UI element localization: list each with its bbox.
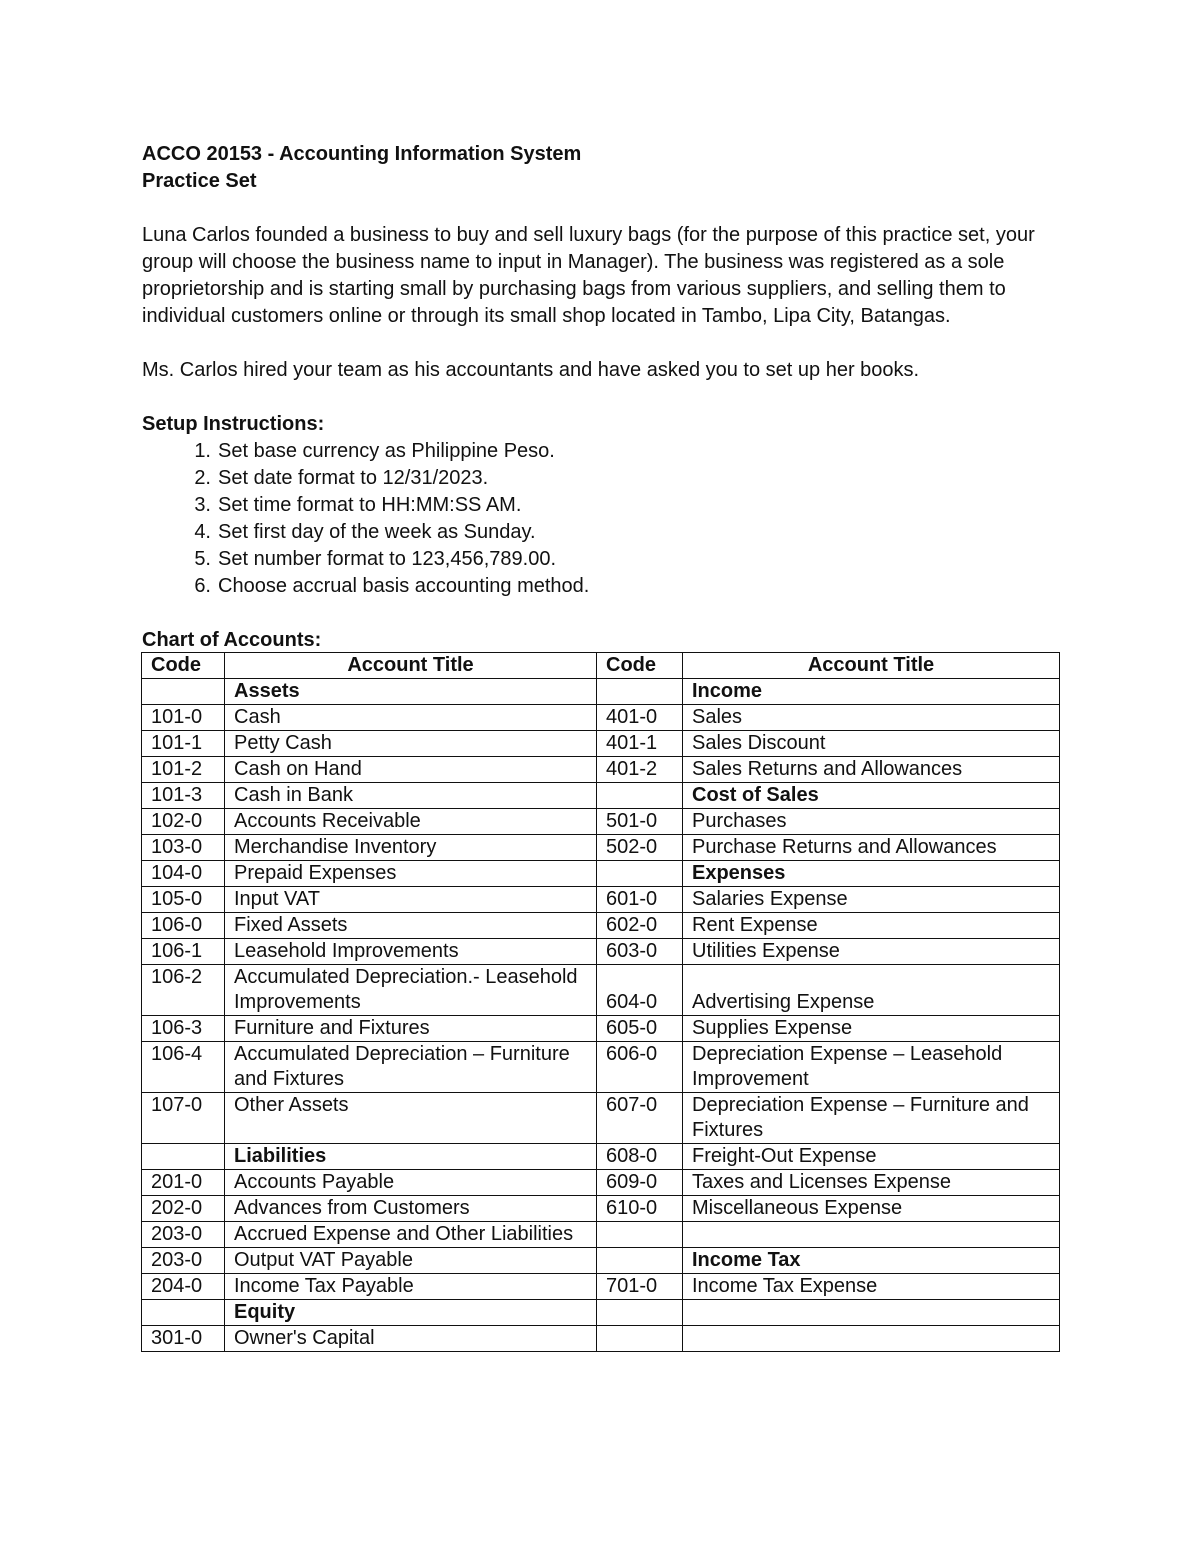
table-row [142, 1170, 1060, 1196]
setup-step [142, 438, 1062, 465]
setup-step-text: Set first day of the week as Sunday. [218, 521, 536, 543]
right-code-cell: 605-0 [597, 1016, 683, 1042]
setup-step-number: 1. [194, 440, 211, 462]
left-account-title-cell: Leasehold Improvements [225, 939, 597, 965]
right-account-title-cell: Freight-Out Expense [683, 1144, 1060, 1170]
left-account-title-cell: Petty Cash [225, 731, 597, 757]
right-account-title-cell: Income Tax [683, 1248, 1060, 1274]
left-code-cell: 106-4 [142, 1042, 225, 1093]
right-code-cell: 701-0 [597, 1274, 683, 1300]
left-account-title-cell: Accounts Payable [225, 1170, 597, 1196]
left-code-cell: 203-0 [142, 1222, 225, 1248]
table-row [142, 705, 1060, 731]
right-account-title-cell: Expenses [683, 861, 1060, 887]
left-code-cell: 301-0 [142, 1326, 225, 1352]
left-account-title-cell: Fixed Assets [225, 913, 597, 939]
table-header-row [142, 653, 1060, 679]
table-row [142, 965, 1060, 1016]
right-account-title-cell: Utilities Expense [683, 939, 1060, 965]
table-row [142, 1016, 1060, 1042]
right-account-title-cell: Income [683, 679, 1060, 705]
setup-step [142, 573, 1062, 600]
left-account-title-cell: Prepaid Expenses [225, 861, 597, 887]
table-row [142, 757, 1060, 783]
right-code-cell [597, 783, 683, 809]
right-account-title-cell [683, 1222, 1060, 1248]
left-code-cell: 103-0 [142, 835, 225, 861]
hire-paragraph: Ms. Carlos hired your team as his accountants and have asked you to set up her books. [142, 359, 920, 381]
table-row [142, 1274, 1060, 1300]
right-code-cell [597, 679, 683, 705]
right-code-cell: 607-0 [597, 1093, 683, 1144]
left-code-cell: 101-1 [142, 731, 225, 757]
right-account-title-cell [683, 1326, 1060, 1352]
table-row [142, 939, 1060, 965]
left-account-title-cell: Assets [225, 679, 597, 705]
left-account-title-cell: Merchandise Inventory [225, 835, 597, 861]
right-account-title-cell: Salaries Expense [683, 887, 1060, 913]
right-account-title-cell [683, 1300, 1060, 1326]
right-account-title-cell: Depreciation Expense – Leasehold Improvement [683, 1042, 1060, 1093]
left-code-cell: 104-0 [142, 861, 225, 887]
setup-step-text: Set date format to 12/31/2023. [218, 467, 489, 489]
left-account-title-cell: Cash on Hand [225, 757, 597, 783]
header-code-left: Code [142, 653, 225, 679]
left-code-cell: 204-0 [142, 1274, 225, 1300]
document-title: ACCO 20153 - Accounting Information System [142, 143, 582, 165]
right-code-cell: 401-2 [597, 757, 683, 783]
left-account-title-cell: Accumulated Depreciation.- Leasehold Improvements [225, 965, 597, 1016]
right-account-title-cell: Taxes and Licenses Expense [683, 1170, 1060, 1196]
left-code-cell: 101-3 [142, 783, 225, 809]
left-account-title-cell: Input VAT [225, 887, 597, 913]
setup-step [142, 519, 1062, 546]
left-code-cell: 105-0 [142, 887, 225, 913]
table-row [142, 1093, 1060, 1144]
setup-step-number: 4. [194, 521, 211, 543]
right-code-cell: 610-0 [597, 1196, 683, 1222]
right-code-cell: 601-0 [597, 887, 683, 913]
right-code-cell: 502-0 [597, 835, 683, 861]
setup-step-number: 3. [194, 494, 211, 516]
table-row [142, 887, 1060, 913]
header-account-title-left: Account Title [225, 653, 597, 679]
header-account-title-right: Account Title [683, 653, 1060, 679]
setup-step [142, 465, 1062, 492]
left-code-cell: 102-0 [142, 809, 225, 835]
left-account-title-cell: Owner's Capital [225, 1326, 597, 1352]
right-code-cell [597, 861, 683, 887]
table-row [142, 783, 1060, 809]
setup-step-text: Set number format to 123,456,789.00. [218, 548, 556, 570]
table-row [142, 913, 1060, 939]
chart-of-accounts-heading: Chart of Accounts: [142, 629, 322, 651]
left-code-cell: 106-2 [142, 965, 225, 1016]
table-row [142, 1196, 1060, 1222]
left-code-cell: 106-0 [142, 913, 225, 939]
table-row [142, 1042, 1060, 1093]
left-account-title-cell: Accounts Receivable [225, 809, 597, 835]
table-row [142, 1248, 1060, 1274]
right-code-cell: 401-1 [597, 731, 683, 757]
left-account-title-cell: Liabilities [225, 1144, 597, 1170]
setup-heading: Setup Instructions: [142, 413, 325, 435]
right-account-title-cell: Miscellaneous Expense [683, 1196, 1060, 1222]
header-code-right: Code [597, 653, 683, 679]
right-account-title-cell: Sales Discount [683, 731, 1060, 757]
right-account-title-cell: Income Tax Expense [683, 1274, 1060, 1300]
right-code-cell: 609-0 [597, 1170, 683, 1196]
right-account-title-cell: Supplies Expense [683, 1016, 1060, 1042]
left-account-title-cell: Furniture and Fixtures [225, 1016, 597, 1042]
left-account-title-cell: Other Assets [225, 1093, 597, 1144]
table-row [142, 1222, 1060, 1248]
right-code-cell: 603-0 [597, 939, 683, 965]
title-block [142, 141, 1062, 195]
left-account-title-cell: Accrued Expense and Other Liabilities [225, 1222, 597, 1248]
table-row [142, 731, 1060, 757]
chart-of-accounts-body [142, 679, 1060, 1352]
setup-steps-list [142, 438, 1062, 600]
right-code-cell: 501-0 [597, 809, 683, 835]
right-code-cell: 401-0 [597, 705, 683, 731]
right-account-title-cell: Purchase Returns and Allowances [683, 835, 1060, 861]
left-account-title-cell: Accumulated Depreciation – Furniture and Fixtures [225, 1042, 597, 1093]
left-account-title-cell: Equity [225, 1300, 597, 1326]
intro-paragraph: Luna Carlos founded a business to buy and sell luxury bags (for the purpose of this practice set, your group will choose the business name to input in Manager). The business was registered as a sole proprietorship and is starting small by purchasing bags from various suppliers, and selling them to individual customers online or through its small shop located in Tambo, Lipa City, Batangas. [142, 224, 1035, 327]
left-account-title-cell: Income Tax Payable [225, 1274, 597, 1300]
left-code-cell: 202-0 [142, 1196, 225, 1222]
setup-step [142, 492, 1062, 519]
right-code-cell [597, 1248, 683, 1274]
setup-step [142, 546, 1062, 573]
left-code-cell [142, 679, 225, 705]
left-code-cell: 101-2 [142, 757, 225, 783]
setup-step-number: 6. [194, 575, 211, 597]
table-row [142, 1326, 1060, 1352]
right-code-cell: 602-0 [597, 913, 683, 939]
table-row [142, 679, 1060, 705]
right-account-title-cell: Purchases [683, 809, 1060, 835]
left-code-cell: 203-0 [142, 1248, 225, 1274]
right-code-cell: 604-0 [597, 965, 683, 1016]
right-account-title-cell: Rent Expense [683, 913, 1060, 939]
left-account-title-cell: Cash [225, 705, 597, 731]
table-row [142, 1144, 1060, 1170]
right-account-title-cell: Sales [683, 705, 1060, 731]
right-account-title-cell: Cost of Sales [683, 783, 1060, 809]
table-row [142, 809, 1060, 835]
left-account-title-cell: Output VAT Payable [225, 1248, 597, 1274]
right-code-cell [597, 1300, 683, 1326]
left-code-cell [142, 1300, 225, 1326]
left-code-cell: 101-0 [142, 705, 225, 731]
right-account-title-cell: Advertising Expense [683, 965, 1060, 1016]
left-account-title-cell: Cash in Bank [225, 783, 597, 809]
right-code-cell: 606-0 [597, 1042, 683, 1093]
right-account-title-cell: Depreciation Expense – Furniture and Fixtures [683, 1093, 1060, 1144]
right-account-title-cell: Sales Returns and Allowances [683, 757, 1060, 783]
setup-step-number: 5. [194, 548, 211, 570]
document-page [142, 141, 1062, 1352]
setup-step-number: 2. [194, 467, 211, 489]
setup-step-text: Set time format to HH:MM:SS AM. [218, 494, 522, 516]
left-code-cell: 107-0 [142, 1093, 225, 1144]
right-code-cell [597, 1326, 683, 1352]
left-code-cell [142, 1144, 225, 1170]
setup-step-text: Set base currency as Philippine Peso. [218, 440, 555, 462]
table-row [142, 1300, 1060, 1326]
document-subtitle: Practice Set [142, 170, 257, 192]
chart-of-accounts-table [141, 652, 1060, 1352]
right-code-cell [597, 1222, 683, 1248]
left-code-cell: 106-1 [142, 939, 225, 965]
left-account-title-cell: Advances from Customers [225, 1196, 597, 1222]
table-row [142, 861, 1060, 887]
table-row [142, 835, 1060, 861]
right-code-cell: 608-0 [597, 1144, 683, 1170]
left-code-cell: 106-3 [142, 1016, 225, 1042]
setup-step-text: Choose accrual basis accounting method. [218, 575, 590, 597]
left-code-cell: 201-0 [142, 1170, 225, 1196]
